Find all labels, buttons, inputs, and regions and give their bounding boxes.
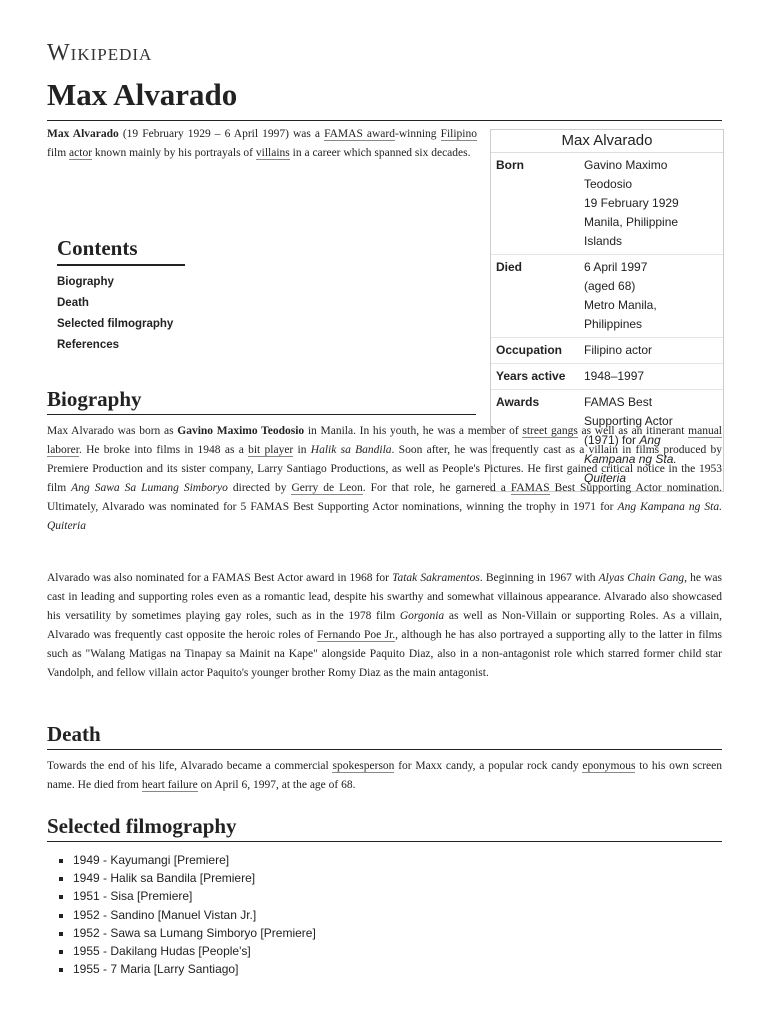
list-item: ▪ 1955 - Dakilang Hudas [People's]: [73, 942, 316, 960]
lead-paragraph: [47, 125, 477, 163]
infobox-row-years: [491, 364, 723, 390]
eponymous-link[interactable]: eponymous: [582, 760, 636, 772]
birth-name: Gavino Maximo Teodosio: [177, 425, 305, 437]
section-heading-biography: Biography: [47, 386, 476, 415]
born-value: [584, 156, 723, 251]
text: . Beginning in 1967 with: [479, 572, 599, 584]
infobox-row-born: [491, 153, 723, 255]
awards-line: FAMAS Best: [584, 395, 653, 409]
died-line: Philippines: [584, 317, 643, 331]
lead-text: film: [47, 147, 70, 159]
text: , although he has also portrayed a supporting ally to the latter in films such as "Walang Matigas na Tinapay sa Mainit na Kape" alongside Paquito Diaz, also in a non-antagonist role which starred former child star Vandolph, and fellow villain actor Paquito's younger brother Romy Diaz as the main antagonist.: [47, 629, 723, 679]
bit-player-link[interactable]: bit player: [248, 444, 294, 456]
text: in Manila. In his youth, he was a member of: [304, 425, 523, 437]
text: . Soon after, he was frequently cast as a villain in films produced by Premiere Production and its sister company, Larry Santiago Productions, as well as People's Pictures. He first gained critical notice in the 1953 film: [47, 444, 722, 494]
toc-item-death[interactable]: Death: [57, 297, 89, 309]
film-title: Ang Sawa Sa Lumang Simboryo: [71, 482, 228, 494]
page-title: Max Alvarado: [47, 76, 722, 121]
text: for Maxx candy, a popular rock candy: [394, 760, 583, 772]
text: in: [293, 444, 311, 456]
text: Towards the end of his life, Alvarado became a commercial: [47, 760, 333, 772]
text: Best Supporting Actor nomination. Ultimately, Alvarado was nominated for 5 FAMAS Best Supporting Actor nominations, winning the trophy in 1971 for: [47, 482, 722, 513]
death-paragraph: [47, 757, 722, 795]
died-value: [584, 258, 723, 334]
section-heading-filmography: Selected filmography: [47, 813, 722, 842]
text: to his own screen name. He died from: [47, 760, 723, 791]
list-item: ▪ 1955 - 7 Maria [Larry Santiago]: [73, 960, 316, 978]
born-line: Islands: [584, 234, 623, 248]
villains-link[interactable]: villains: [255, 147, 290, 159]
street-gangs-link[interactable]: street gangs: [522, 425, 578, 437]
awards-film: Ang: [639, 433, 661, 447]
film-title: Alyas Chain Gang: [598, 572, 685, 584]
wikipedia-wordmark[interactable]: Wikipedia: [47, 40, 153, 66]
awards-film: Quiteria: [584, 471, 627, 485]
filipino-link[interactable]: Filipino: [440, 128, 477, 140]
lead-text: known mainly by his portrayals of: [92, 147, 256, 159]
table-of-contents: [57, 234, 187, 356]
text: . For that role, he garnered a: [362, 482, 511, 494]
text: on April 6, 1997, at the age of 68.: [197, 779, 356, 791]
occupation-label: Occupation: [496, 343, 563, 357]
born-line: Manila, Philippine: [584, 215, 679, 229]
filmography-list: [55, 851, 316, 978]
lead-text: in a career which spanned six decades.: [289, 147, 471, 159]
text: directed by: [227, 482, 292, 494]
text: . He broke into films in 1948 as a: [78, 444, 249, 456]
film-title: Tatak Sakramentos: [392, 572, 480, 584]
section-heading-death: Death: [47, 721, 722, 750]
film-title: Gorgonia: [399, 610, 445, 622]
infobox-row-occupation: [491, 338, 723, 364]
toc-item-references[interactable]: References: [57, 339, 120, 351]
film-title: Ang Kampana ng Sta. Quiteria: [47, 501, 722, 532]
list-item: ▪ 1951 - Sisa [Premiere]: [73, 887, 316, 905]
awards-text: (1971) for: [584, 433, 637, 447]
text: , he was cast in leading and supporting roles even as a romantic lead, despite his swarthy and somewhat villainous appearance. Alvarado also showcased his versatility by sometimes playing gay roles, such as in the 1978 film: [47, 572, 722, 622]
occupation-value: Filipino actor: [584, 343, 653, 357]
spokesperson-link[interactable]: spokesperson: [332, 760, 395, 772]
list-item: ▪ 1952 - Sandino [Manuel Vistan Jr.]: [73, 906, 316, 924]
toc-item-filmography[interactable]: Selected filmography: [57, 318, 174, 330]
awards-line: Supporting Actor: [584, 414, 673, 428]
actor-link[interactable]: actor: [69, 147, 93, 159]
lead-text: (19 February 1929 – 6 April 1997) was a: [118, 128, 325, 140]
list-item: ▪ 1949 - Halik sa Bandila [Premiere]: [73, 869, 316, 887]
fernando-poe-jr-link[interactable]: Fernando Poe Jr.: [317, 629, 396, 641]
heart-failure-link[interactable]: heart failure: [141, 779, 198, 791]
text: Alvarado was also nominated for a FAMAS Best Actor award in 1968 for: [47, 572, 393, 584]
lead-name: Max Alvarado: [47, 128, 119, 140]
awards-label: Awards: [496, 395, 540, 409]
famas-award-link[interactable]: FAMAS award: [324, 128, 395, 140]
film-title: Halik sa Bandila: [310, 444, 392, 456]
list-item: ▪ 1949 - Kayumangi [Premiere]: [73, 851, 316, 869]
text: as well as an itinerant: [577, 425, 689, 437]
manual-laborer-link[interactable]: manual laborer: [47, 425, 722, 456]
text: as well as Non-Villain or supporting Roles. As a villain, Alvarado was frequently cast opposite the heroic roles of: [47, 610, 722, 641]
years-value: 1948–1997: [584, 369, 645, 383]
died-line: 6 April 1997: [584, 260, 648, 274]
awards-film: Kampana ng Sta.: [584, 452, 677, 466]
famas-link[interactable]: FAMAS: [510, 482, 550, 494]
born-label: Born: [496, 158, 524, 172]
toc-heading: Contents: [57, 234, 185, 266]
born-line: Teodosio: [584, 177, 633, 191]
biography-paragraph-1: [47, 422, 722, 536]
died-line: Metro Manila,: [584, 298, 657, 312]
text: Max Alvarado was born as: [47, 425, 178, 437]
born-line: 19 February 1929: [584, 196, 679, 210]
list-item: ▪ 1952 - Sawa sa Lumang Simboryo [Premiere]: [73, 924, 316, 942]
infobox-row-died: [491, 255, 723, 338]
toc-item-biography[interactable]: Biography: [57, 276, 114, 288]
died-line: (aged 68): [584, 279, 636, 293]
died-label: Died: [496, 260, 523, 274]
born-line: Gavino Maximo: [584, 158, 668, 172]
years-label: Years active: [496, 369, 566, 383]
gerry-de-leon-link[interactable]: Gerry de Leon: [291, 482, 363, 494]
infobox-title: Max Alvarado: [491, 130, 723, 153]
biography-paragraph-2: [47, 569, 722, 683]
lead-text: -winning: [394, 128, 441, 140]
